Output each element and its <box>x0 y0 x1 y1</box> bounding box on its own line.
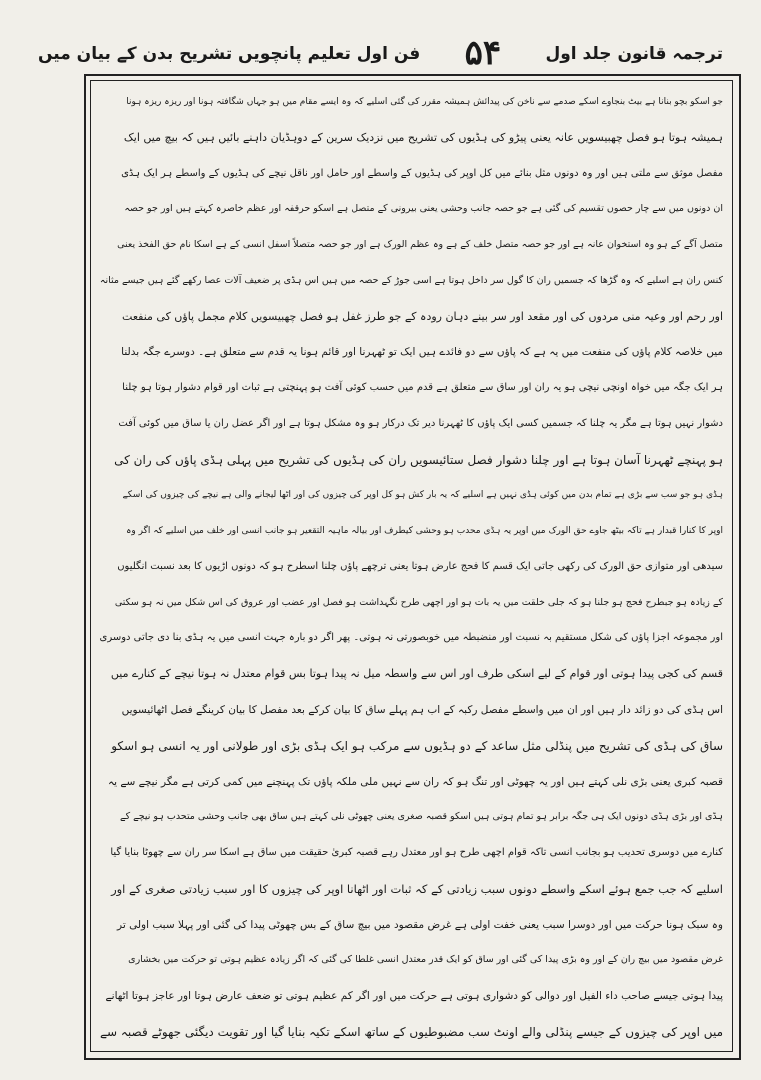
running-title-left: فن اول تعلیم پانچویں تشریح بدن کے بیان میں <box>38 43 421 64</box>
text-line: سیدھی اور متوازی حق الورک کی رکھی جاتی ایک قسم کا فحج عارض ہوتا یعنی ترچھے پاؤں چلنا اسطرح ہو کہ دونوں اڑیوں کا بعد نسبت انگلیوں <box>117 560 723 572</box>
body-text <box>98 88 723 1046</box>
text-line: ہر ایک جگہ میں خواہ اونچی نیچی ہو یہ ران اور ساق سے متعلق ہے قدم میں حسب کوئی آفت ہو پہنچتی ہے ثبات اور قوام دشوار ہوتا ہو چلنا <box>122 382 723 394</box>
text-line: ہڈی اور بڑی ہڈی دونوں ایک ہی جگہ برابر ہو تمام ہوتی ہیں اسکو قصبہ صغری یعنی چھوٹی نلی کہتے ہیں ساق بھی جانب وحشی متحدب ہو نیچے کے <box>120 811 723 823</box>
text-line: اور رحم اور وعیہ منی مردوں کی اور مقعد اور سر بینے دہان رودہ کے جو طرز غفل ہو فصل چھبیسویں کلام مجمل پاؤں کی منفعت <box>122 309 723 323</box>
text-line: ہو پہنچے ٹھہرنا آسان ہوتا ہے اور چلنا دشوار فصل ستائیسویں ران کی ہڈیوں کی تشریح میں پہلی ہڈی پاؤں کی ران کی <box>114 452 723 467</box>
text-line: جو اسکو بچو بنانا ہے بیٹ بنجاوے اسکے صدمے سے ناخن کی پیدائش ہمیشہ مقرر کی گئی اسلیے کہ وہ ایسے مقام میں ہو جہاں شگافتہ ہونا اور ریزہ ریزہ ہونا <box>126 97 723 107</box>
text-line: میں خلاصہ کلام پاؤں کی منفعت میں یہ ہے کہ پاؤں سے دو فائدے ہیں ایک تو ٹھہرنا اور قائم ہونا یہ قدم سے متعلق ہے۔ دوسرے جگہ بدلنا <box>121 346 723 359</box>
text-line: ساق کی ہڈی کی تشریح میں پنڈلی مثل ساعد کے دو ہڈیوں سے مرکب ہو ایک ہڈی بڑی اور طولانی اور یہ انسی ہو اسکو <box>111 738 723 753</box>
text-line: اسلیے کہ جب جمع ہوئے اسکے واسطے دونوں سبب زیادتی کے کہ ثبات اور اٹھانا اوپر کی چیزوں کا اور سبب زیادتی صغری کے اور <box>111 881 723 896</box>
text-line: ہڈی ہو جو سب سے بڑی ہے تمام بدن میں کوئی ہڈی نہیں ہے اسلیے کہ یہ بار کش ہو کل اوپر کی چیزوں کی اور اٹھا لیجانے والی ہے نیچے کی چیزوں کی اسکے <box>122 490 723 501</box>
running-title-right: ترجمہ قانون جلد اول <box>545 43 723 64</box>
text-line: وہ سبک ہونا حرکت میں اور دوسرا سبب یعنی خفت اولی ہے غرض مقصود میں بیچ ساق کے بس چھوٹی پیدا کی گئی اور پہلا سبب اولی تر <box>117 918 723 931</box>
text-line: کنس ران ہے اسلیے کہ وہ گڑھا کہ جسمیں ران کا گول سر داخل ہوتا ہے اسی جوڑ کے حصہ میں ہیں اس ہڈی پر ضعیف آلات عصا رکھے گئے ہیں جیسے مثانہ <box>99 274 723 286</box>
text-line: اور مجموعہ اجزا پاؤں کی شکل مستقیم بہ نسبت اور منضبطہ میں خوبصورتی نہ ہوتی۔ پھر اگر دو بارہ جہت انسی میں یہ ہڈی بنا دی جاتی دوسری <box>99 632 723 644</box>
text-line: کنارے میں دوسری تحدیب ہو بجانب انسی تاکہ قوام اچھی طرح ہو اور معتدل رہے قصبہ کبریٰ حقیقت میں ساق ہے اسکا سر ران سے چھوٹا بنایا گیا <box>110 847 723 859</box>
text-line: اوپر کا کنارا قبدار ہے تاکہ بیٹھ جاوے حق الورک میں اوپر یہ ہڈی محدب ہو وحشی کیطرف اور بیالہ ماہیہ التقعیر ہو جانب انسی اور خلف میں اسلیے کہ اگر وہ <box>126 526 723 537</box>
text-line: میں اوپر کی چیزوں کے جیسے پنڈلی والے اونٹ سب مضبوطیوں کے ساتھ اسکے تکیہ بنایا گیا اور تقویت دیگئی جھوٹے قصبہ سے <box>100 1024 723 1039</box>
text-line: ان دونوں میں سے چار حصوں تقسیم کی گئی ہے جو حصہ جانب وحشی یعنی بیرونی کے متصل ہے اسکو حرقفہ اور عظم خاصرہ کہتے ہیں اور جو حصہ <box>124 203 723 215</box>
text-line: متصل آگے کے ہو وہ استخوان عانہ ہے اور جو حصہ متصل خلف کے ہے وہ عظم الورک ہے اور جو حصہ متصلاً اسفل انسی کے ہے اسکا نام حق الفخذ یعنی <box>117 239 723 251</box>
text-line: دشوار نہیں ہوتا ہے مگر یہ چلنا کہ جسمیں کسی ایک پاؤں کا ٹھہرنا دیر تک درکار ہو وہ مشکل ہوتا ہے اور اگر عضل ران یا ساق میں کوئی آفت <box>118 417 723 429</box>
text-line: غرض مقصود میں بیچ ران کے اور وہ بڑی پیدا کی گئی اور ساق کو ایک قدر معتدل انسی غلطا کی گئی کہ اگر زیادہ عظیم ہوتی تو حرکت میں بخشاری <box>128 954 723 966</box>
text-line: اس ہڈی کی دو زائد دار ہیں اور ان میں واسطے مفصل رکبہ کے اب ہم پہلے ساق کا بیان کرکے بعد مفصل کا بیان کرینگے فصل اٹھائیسویں <box>121 704 723 717</box>
text-line: کے زیادہ ہو جبطرح فحج ہو جلنا ہو کہ جلی خلقت میں یہ بات ہو اور اچھی طرح نگہداشت ہو فصل اور عضب اور عروق کی اس شکل میں نہ ہو سکتی <box>114 596 723 608</box>
text-line: ہمیشہ ہوتا ہو فصل چھبیسویں عانہ یعنی پیڑو کی ہڈیوں کی تشریح میں نزدیک سرین کے دوہڈیان داہنے بائیں ہیں کہ بیچ میں ایک <box>123 130 723 144</box>
page-header <box>38 28 723 78</box>
text-line: مفصل موثق سے ملتی ہیں اور وہ دونوں مثل بنائے میں کل اوپر کی ہڈیوں کے واسطے اور حامل اور ناقل نیچے کی ہڈیوں کے واسطے ہر ایک ہڈی <box>121 167 723 179</box>
text-line: قسم کی کجی پیدا ہوتی اور قوام کے لیے اسکی طرف اور اس سے واسطہ میل نہ پیدا ہوتا بس قوام معتدل نہ ہوتا نیچے کے کنارے میں <box>110 667 723 681</box>
page-number: ۵۴ <box>464 33 502 73</box>
text-line: قصبہ کبری یعنی بڑی نلی کہتے ہیں اور یہ چھوٹی اور تنگ ہو کہ ران سے نہیں ملی ملکہ پاؤں تک پہنچنے میں کمی کرتی ہے مگر نیچے سے یہ <box>107 775 723 788</box>
text-line: پیدا ہوتی جیسے صاحب داء الفیل اور دوالی کو دشواری ہوتی ہے حرکت میں اور اگر کم عظیم ہوتی تو ضعف عارض ہوتا اور عاجز ہوتا اٹھانے <box>105 990 723 1003</box>
